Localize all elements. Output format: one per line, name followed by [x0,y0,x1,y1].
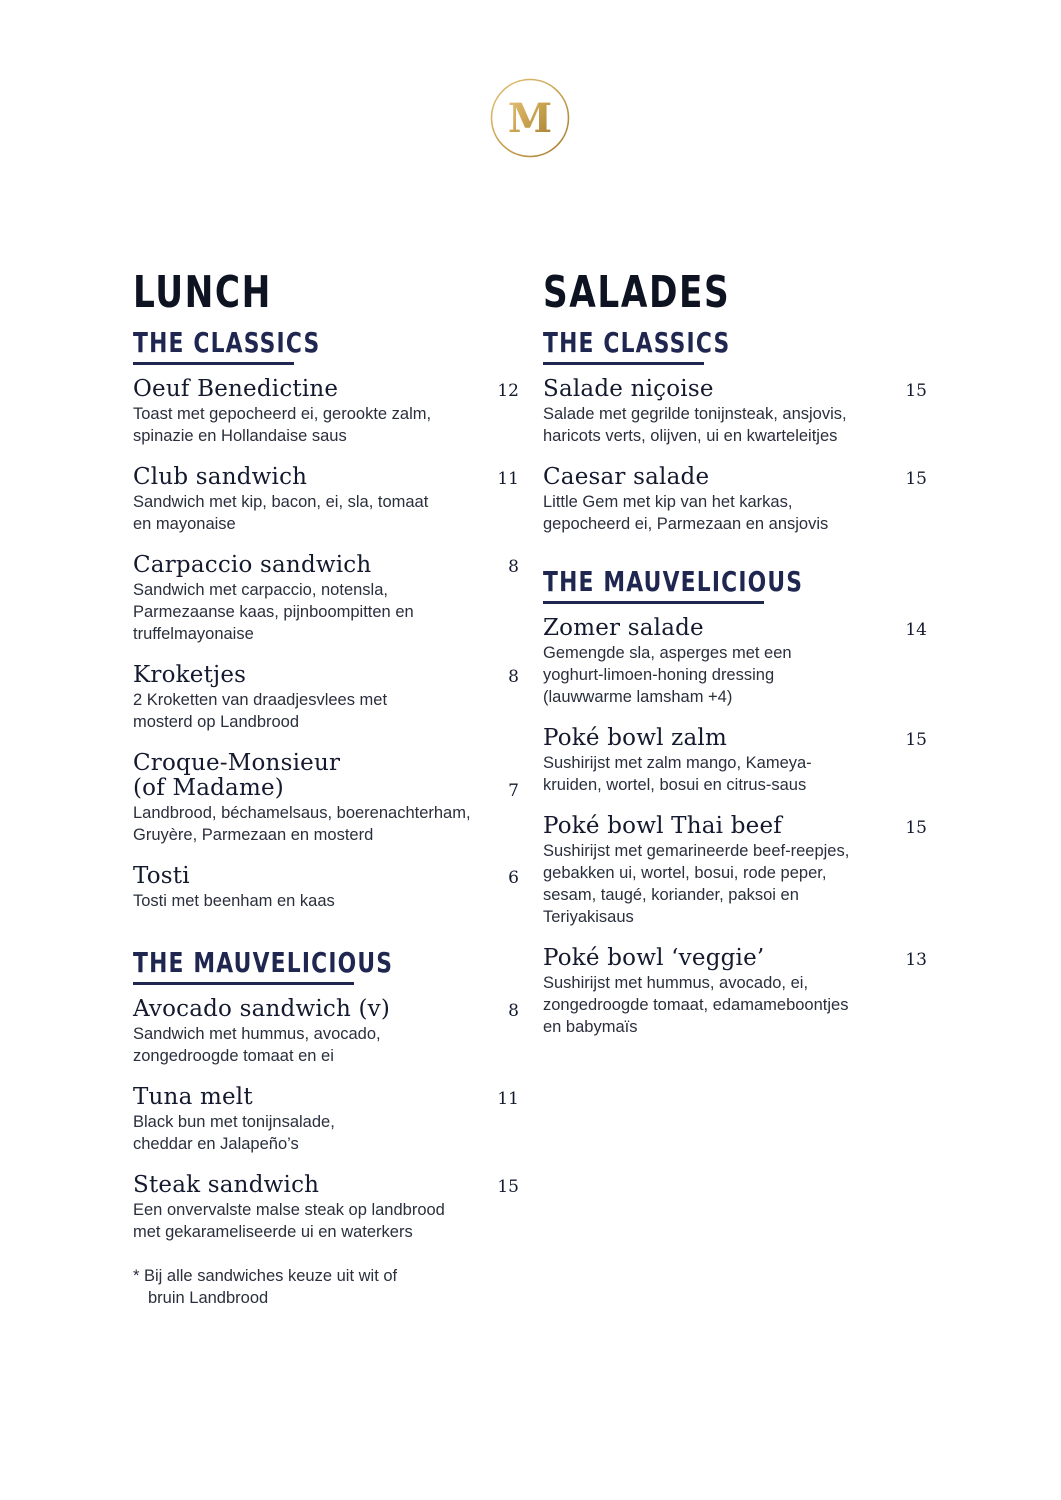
menu-item [543,377,931,447]
item-description: Sandwich met hummus, avocado, zongedroogde tomaat en ei [133,1025,381,1065]
menu-item [133,377,523,447]
item-price: 15 [905,730,927,750]
menu-item [133,864,523,912]
heading-underline [133,362,294,365]
item-name: Zomer salade [543,615,704,641]
salades-classics-heading-text: THE CLASSICS [543,326,731,359]
item-description: Sushirijst met hummus, avocado, ei, zongedroogde tomaat, edamameboontjes en babymaïs [543,974,849,1036]
item-name: Tosti [133,863,190,889]
item-description: Salade met gegrilde tonijnsteak, ansjovis, haricots verts, olijven, ui en kwarteleitjes [543,405,847,445]
heading-underline [133,982,354,985]
item-description: Little Gem met kip van het karkas, gepocheerd ei, Parmezaan en ansjovis [543,493,829,533]
item-price: 13 [905,950,927,970]
item-name: Oeuf Benedictine [133,376,339,402]
lunch-mauvelicious-heading [133,946,467,985]
logo-letter: M [507,95,553,142]
heading-underline [543,362,704,365]
item-name: Carpaccio sandwich [133,552,372,578]
item-description: Tosti met beenham en kaas [133,892,335,910]
item-price: 11 [497,1089,519,1109]
salades-column [543,268,931,1038]
item-price: 8 [508,667,519,687]
menu-item [133,1173,523,1243]
menu-item [543,465,931,535]
item-price: 15 [905,469,927,489]
salades-mauvelicious-heading-text: THE MAUVELICIOUS [543,565,804,598]
item-price: 15 [905,818,927,838]
item-name: Club sandwich [133,464,308,490]
item-description: Toast met gepocheerd ei, gerookte zalm, spinazie en Hollandaise saus [133,405,432,445]
salades-mauvelicious-heading [543,565,877,604]
item-description: Sandwich met carpaccio, notensla, Parmezaanse kaas, pijnboompitten en truffelmayonaise [133,581,414,643]
item-name: Tuna melt [133,1084,253,1110]
menu-item [543,814,931,928]
item-description: Een onvervalste malse steak op landbrood met gekarameliseerde ui en waterkers [133,1201,445,1241]
item-description: Sushirijst met zalm mango, Kameya- kruiden, wortel, bosui en citrus-saus [543,754,812,794]
item-description: Black bun met tonijnsalade, cheddar en Jalapeño’s [133,1113,335,1153]
menu-item [133,663,523,733]
item-name: Caesar salade [543,464,710,490]
item-price: 8 [508,1001,519,1021]
item-price: 7 [508,781,519,801]
item-price: 11 [497,469,519,489]
lunch-column [133,268,523,1309]
item-price: 14 [905,620,927,640]
item-name: Steak sandwich [133,1172,320,1198]
item-description: Sushirijst met gemarineerde beef-reepjes, gebakken ui, wortel, bosui, rode peper, sesam, taugé, koriander, paksoi en Teriyakisaus [543,842,850,926]
item-price: 12 [497,381,519,401]
footnote: * Bij alle sandwiches keuze uit wit of bruin Landbrood [133,1267,398,1307]
lunch-mauvelicious-heading-text: THE MAUVELICIOUS [133,946,394,979]
item-name [133,751,523,801]
menu-item [133,465,523,535]
menu-item [133,751,523,846]
item-price: 15 [905,381,927,401]
item-price: 6 [508,868,519,888]
item-name: Salade niçoise [543,376,714,402]
lunch-classics-heading [133,326,373,365]
item-price: 15 [497,1177,519,1197]
menu-item [133,553,523,645]
salades-title: SALADES [543,267,731,318]
heading-underline [543,601,764,604]
lunch-title: LUNCH [133,267,272,318]
item-description: 2 Kroketten van draadjesvlees met mosterd op Landbrood [133,691,388,731]
item-name: Avocado sandwich (v) [133,996,391,1022]
item-description: Landbrood, béchamelsaus, boerenachterham, Gruyère, Parmezaan en mosterd [133,804,471,844]
item-name: Kroketjes [133,662,247,688]
item-name: Poké bowl ‘veggie’ [543,945,765,971]
item-name-line-1: Croque-Monsieur [133,750,341,776]
menu-item [543,616,931,708]
m-monogram-logo [490,78,570,158]
item-description: Gemengde sla, asperges met een yoghurt-limoen-honing dressing (lauwwarme lamsham +4) [543,644,792,706]
menu-item [543,946,931,1038]
salades-classics-heading [543,326,783,365]
item-name-line-2: (of Madame) [133,775,284,801]
item-price: 8 [508,557,519,577]
menu-item [133,1085,523,1155]
menu-item [543,726,931,796]
item-name: Poké bowl Thai beef [543,813,782,839]
item-description: Sandwich met kip, bacon, ei, sla, tomaat en mayonaise [133,493,429,533]
item-name: Poké bowl zalm [543,725,727,751]
lunch-classics-heading-text: THE CLASSICS [133,326,321,359]
menu-item [133,997,523,1067]
